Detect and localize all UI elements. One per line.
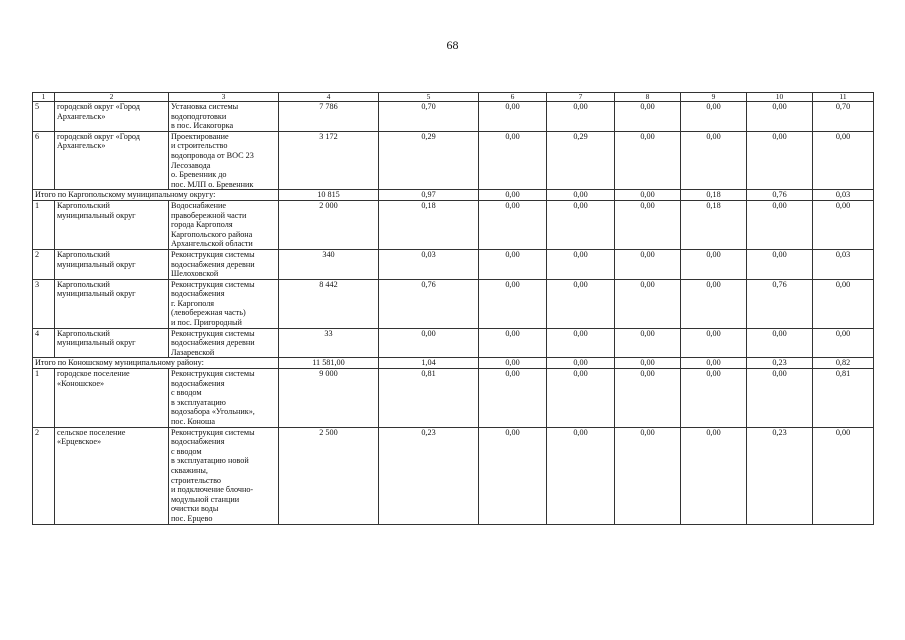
value-cell: 0,23 [747,358,813,369]
value-cell: 0,03 [813,190,874,201]
table-row [33,200,874,249]
value-cell: 0,76 [379,279,479,328]
value-cell: 0,00 [747,249,813,279]
value-cell: 0,00 [547,279,615,328]
value-cell: 2 500 [279,427,379,524]
value-cell: 0,00 [681,279,747,328]
row-index: 5 [33,102,55,132]
municipality-cell: Каргопольский муниципальный округ [55,200,169,249]
table-row [33,131,874,190]
project-description-cell: Реконструкция системы водоснабжения деревни Лазаревской [169,328,279,358]
value-cell: 0,00 [615,369,681,428]
value-cell: 0,18 [379,200,479,249]
project-description-cell: Проектирование и строительство водопровода от ВОС 23 Лесозавода о. Бревенник до пос. МЛП о. Бревенник [169,131,279,190]
table-row [33,102,874,132]
total-row [33,358,874,369]
value-cell: 0,00 [479,369,547,428]
value-cell: 0,00 [615,200,681,249]
row-index: 6 [33,131,55,190]
column-header: 10 [747,93,813,102]
value-cell: 0,00 [615,358,681,369]
value-cell: 8 442 [279,279,379,328]
value-cell: 0,00 [681,249,747,279]
table-row [33,328,874,358]
table-header-row [33,93,874,102]
municipality-cell: городской округ «Город Архангельск» [55,102,169,132]
row-index: 1 [33,200,55,249]
value-cell: 0,00 [547,427,615,524]
value-cell: 0,00 [379,328,479,358]
row-index: 4 [33,328,55,358]
value-cell: 340 [279,249,379,279]
value-cell: 2 000 [279,200,379,249]
value-cell: 0,18 [681,190,747,201]
table-body [33,102,874,525]
value-cell: 0,00 [615,279,681,328]
value-cell: 33 [279,328,379,358]
column-header: 9 [681,93,747,102]
table-row [33,427,874,524]
data-table [32,92,874,525]
value-cell: 0,76 [747,190,813,201]
project-description-cell: Реконструкция системы водоснабжения деревни Шелоховской [169,249,279,279]
municipality-cell: сельское поселение «Ерцевское» [55,427,169,524]
value-cell: 0,00 [479,190,547,201]
table-row [33,249,874,279]
row-index: 3 [33,279,55,328]
value-cell: 0,00 [813,131,874,190]
value-cell: 0,00 [547,358,615,369]
municipality-cell: городской округ «Город Архангельск» [55,131,169,190]
column-header: 2 [55,93,169,102]
value-cell: 0,00 [547,369,615,428]
value-cell: 0,23 [747,427,813,524]
value-cell: 0,00 [747,369,813,428]
value-cell: 0,00 [813,200,874,249]
value-cell: 0,00 [547,190,615,201]
column-header: 4 [279,93,379,102]
municipality-cell: Каргопольский муниципальный округ [55,328,169,358]
value-cell: 0,00 [479,102,547,132]
row-index: 1 [33,369,55,428]
project-description-cell: Реконструкция системы водоснабжения с вводом в эксплуатацию новой скважины, строительство и подключение блочно- модульной станции очистки воды пос. Ерцево [169,427,279,524]
value-cell: 0,29 [547,131,615,190]
column-header: 11 [813,93,874,102]
value-cell: 0,00 [813,279,874,328]
value-cell: 0,70 [813,102,874,132]
value-cell: 0,76 [747,279,813,328]
value-cell: 0,03 [813,249,874,279]
value-cell: 0,81 [379,369,479,428]
table-row [33,369,874,428]
municipality-cell: городское поселение «Коношское» [55,369,169,428]
value-cell: 0,00 [747,200,813,249]
value-cell: 0,00 [479,279,547,328]
value-cell: 0,00 [547,200,615,249]
value-cell: 0,00 [747,131,813,190]
value-cell: 0,00 [615,427,681,524]
value-cell: 0,00 [547,328,615,358]
total-row [33,190,874,201]
table-row [33,279,874,328]
value-cell: 0,00 [681,131,747,190]
value-cell: 0,00 [747,328,813,358]
column-header: 3 [169,93,279,102]
value-cell: 0,97 [379,190,479,201]
row-index: 2 [33,427,55,524]
value-cell: 1,04 [379,358,479,369]
value-cell: 0,00 [681,102,747,132]
value-cell: 0,81 [813,369,874,428]
value-cell: 0,82 [813,358,874,369]
municipality-cell: Каргопольский муниципальный округ [55,249,169,279]
value-cell: 0,18 [681,200,747,249]
value-cell: 0,03 [379,249,479,279]
value-cell: 0,00 [547,249,615,279]
total-label: Итого по Коношскому муниципальному району: [33,358,279,369]
value-cell: 9 000 [279,369,379,428]
value-cell: 11 581,00 [279,358,379,369]
value-cell: 0,00 [615,131,681,190]
value-cell: 0,00 [547,102,615,132]
page-number: 68 [446,38,459,52]
value-cell: 0,00 [615,102,681,132]
value-cell: 7 786 [279,102,379,132]
value-cell: 0,29 [379,131,479,190]
value-cell: 0,00 [681,328,747,358]
value-cell: 0,00 [681,358,747,369]
value-cell: 0,70 [379,102,479,132]
value-cell: 0,00 [813,328,874,358]
value-cell: 0,00 [681,369,747,428]
column-header: 1 [33,93,55,102]
column-header: 6 [479,93,547,102]
value-cell: 0,00 [615,249,681,279]
value-cell: 0,00 [479,358,547,369]
value-cell: 3 172 [279,131,379,190]
value-cell: 0,00 [813,427,874,524]
value-cell: 0,00 [681,427,747,524]
project-description-cell: Реконструкция системы водоснабжения г. Каргополя (левобережная часть) и пос. Пригородный [169,279,279,328]
row-index: 2 [33,249,55,279]
value-cell: 0,00 [479,427,547,524]
value-cell: 0,00 [479,249,547,279]
project-description-cell: Реконструкция системы водоснабжения с вводом в эксплуатацию водозабора «Угольник», пос. Коноша [169,369,279,428]
column-header: 7 [547,93,615,102]
municipality-cell: Каргопольский муниципальный округ [55,279,169,328]
value-cell: 10 815 [279,190,379,201]
total-label: Итого по Каргопольскому муниципальному округу: [33,190,279,201]
column-header: 8 [615,93,681,102]
value-cell: 0,00 [615,328,681,358]
value-cell: 0,00 [479,131,547,190]
project-description-cell: Установка системы водоподготовки в пос. Исакогорка [169,102,279,132]
value-cell: 0,00 [615,190,681,201]
value-cell: 0,00 [479,328,547,358]
value-cell: 0,23 [379,427,479,524]
project-description-cell: Водоснабжение правобережной части города Каргополя Каргопольского района Архангельской области [169,200,279,249]
value-cell: 0,00 [747,102,813,132]
column-header: 5 [379,93,479,102]
value-cell: 0,00 [479,200,547,249]
